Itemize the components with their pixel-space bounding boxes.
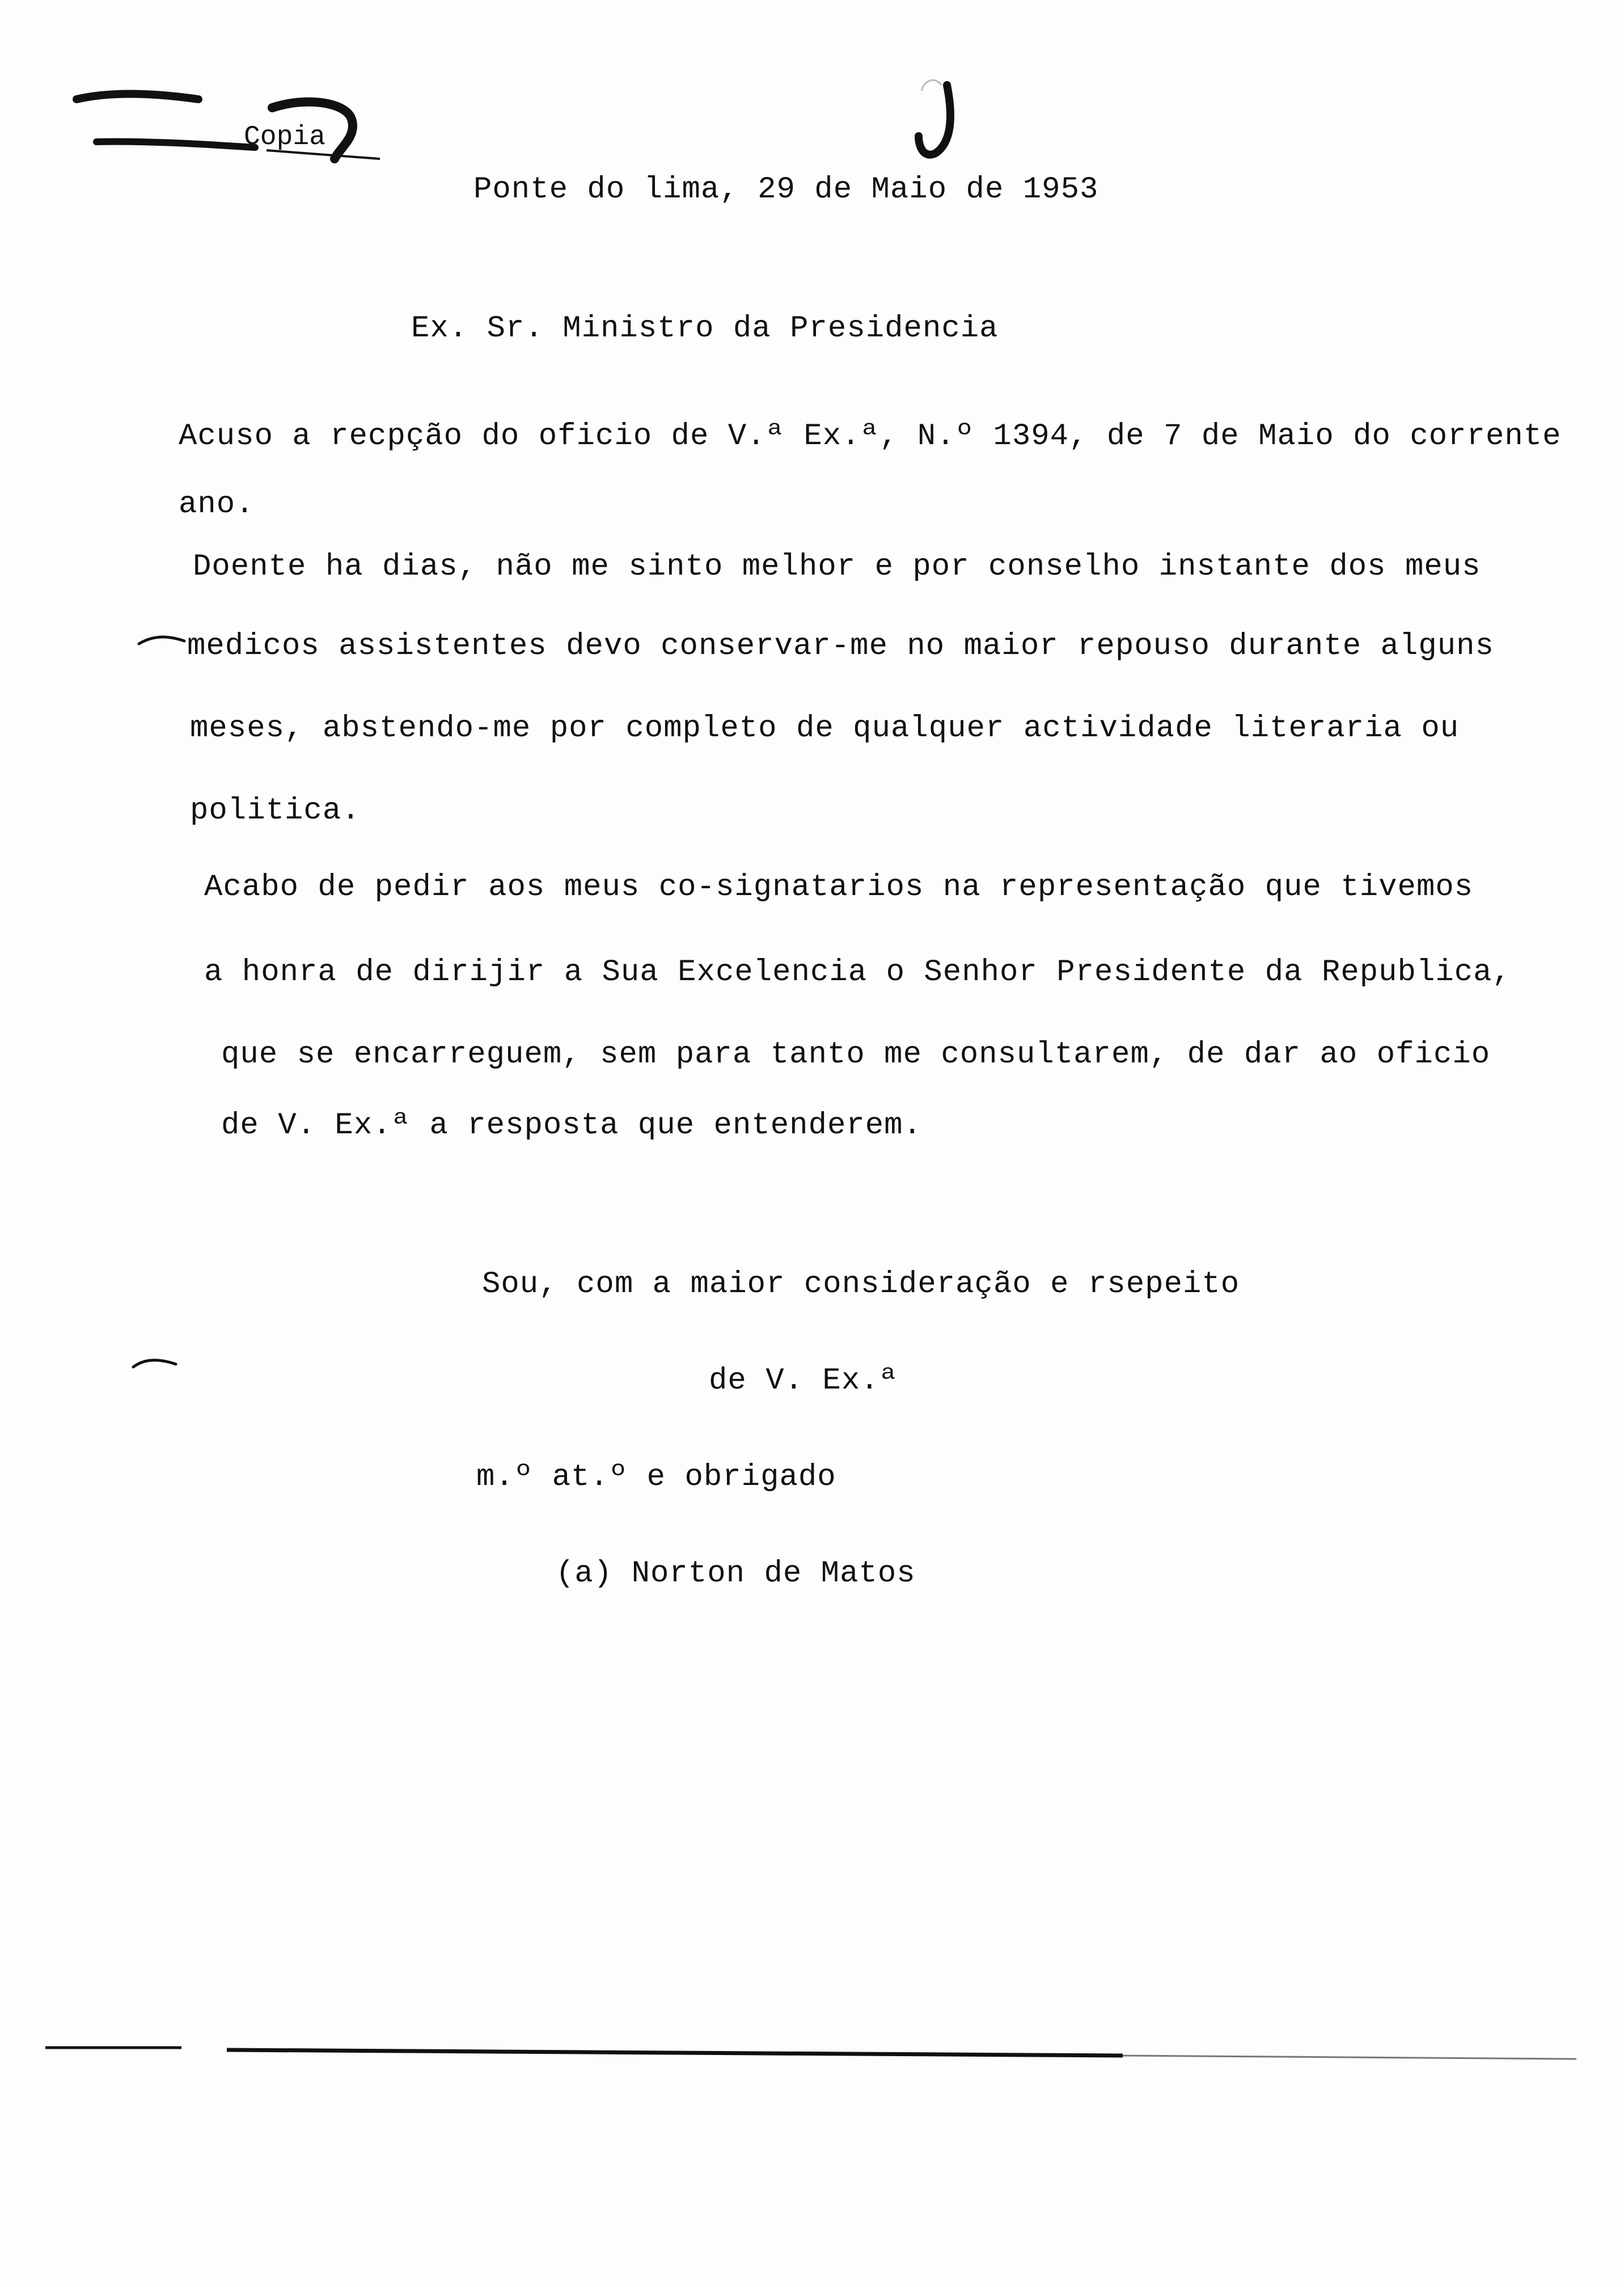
bottom-rule [45,2042,1622,2065]
paragraph1-line2: ano. [179,487,255,522]
copy-label: Copia [244,122,326,153]
paragraph2-line3: meses, abstendo-me por completo de qualquer actividade literaria ou [190,711,1460,746]
closing-line3: m.º at.º e obrigado [476,1460,836,1495]
place-date: Ponte do lima, 29 de Maio de 1953 [473,172,1099,207]
paragraph3-line3: que se encarreguem, sem para tanto me consultarem, de dar ao oficio [221,1037,1491,1072]
closing-line4: (a) Norton de Matos [556,1556,916,1591]
closing-line2: de V. Ex.ª [709,1364,899,1398]
margin-tick-mark [130,1356,181,1378]
paragraph3-line1: Acabo de pedir aos meus co-signatarios na representação que tivemos [204,870,1474,905]
margin-tick-mark [136,630,187,652]
paragraph3-line4: de V. Ex.ª a resposta que entenderem. [221,1108,922,1143]
addressee: Ex. Sr. Ministro da Presidencia [411,311,999,346]
paragraph2-line4: politica. [190,794,361,828]
paragraph3-line2: a honra de dirijir a Sua Excelencia o Senhor Presidente da Republica, [204,955,1511,990]
closing-line1: Sou, com a maior consideração e rsepeito [482,1267,1240,1302]
paragraph2-line1: Doente ha dias, não me sinto melhor e por conselho instante dos meus [193,550,1481,584]
pen-hook-mark [907,62,975,159]
paragraph1-line1: Acuso a recpção do oficio de V.ª Ex.ª, N.º 1394, de 7 de Maio do corrente [179,419,1562,454]
paragraph2-line2: medicos assistentes devo conservar-me no maior repouso durante alguns [187,629,1494,664]
